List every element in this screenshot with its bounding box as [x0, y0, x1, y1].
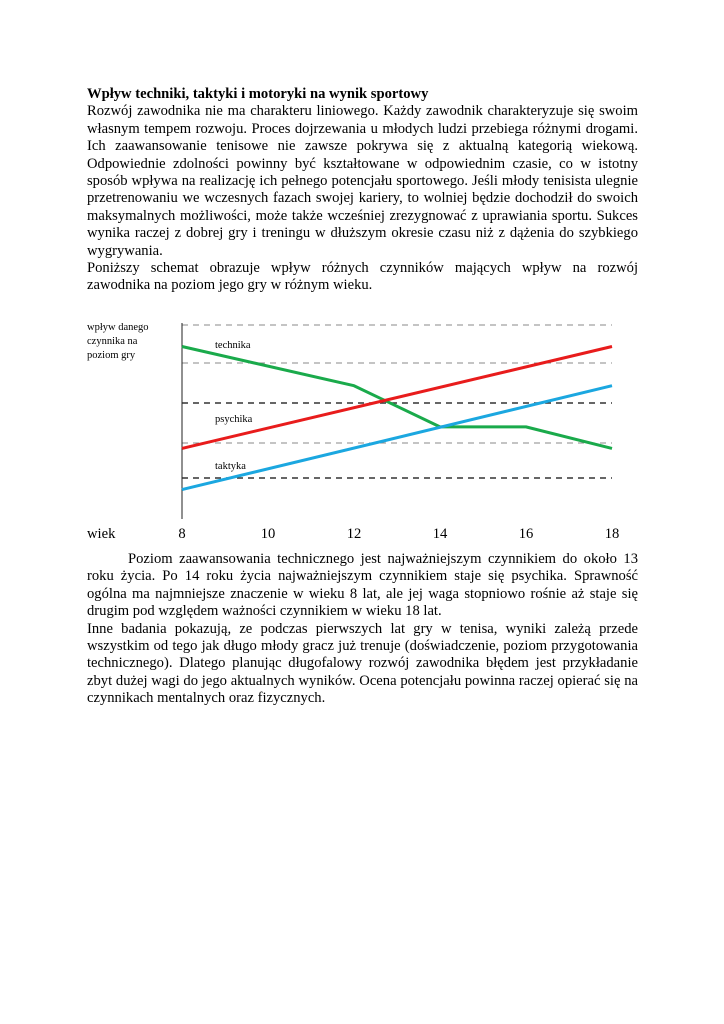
- diagram-intro-paragraph: Poniższy schemat obrazuje wpływ różnych czynników mających wpływ na rozwój zawodnika na poziom jego gry w różnym wieku.: [87, 260, 638, 294]
- y-axis-label: [87, 322, 149, 361]
- x-tick-label: 18: [604, 525, 620, 542]
- y-axis-label-line: poziom gry: [87, 349, 136, 361]
- document-page: [87, 86, 638, 708]
- intro-paragraph: Rozwój zawodnika nie ma charakteru liniowego. Każdy zawodnik charakteryzuje się swoim własnym tempem rozwoju. Proces dojrzewania u młodych ludzi przebiega różnymi drogami. Ich zaawansowanie tenisowe nie zawsze pokrywa się z aktualną kategorią wiekową. Odpowiednie zdolności powinny być kształtowane w odpowiednim czasie, co w istotny sposób wpływa na realizację ich pełnego potencjału sportowego. Jeśli młody tenisista ulegnie przetrenowaniu we wczesnych fazach swojej kariery, to wolniej będzie dochodził do swoich maksymalnych możliwości, może także wcześniej zrezygnować z uprawiania sportu. Sukces wynika raczej z dobrej gry i treningu w dłuższym okresie czasu niż z dążenia do szybkiego wygrywania.: [87, 103, 638, 259]
- series-label-psychika: psychika: [215, 413, 253, 425]
- x-tick-label: 14: [432, 525, 448, 542]
- series-label-taktyka: taktyka: [215, 460, 246, 472]
- x-axis-label: wiek: [87, 525, 116, 542]
- x-tick-label: 12: [346, 525, 362, 542]
- x-tick-label: 10: [260, 525, 276, 542]
- influence-chart: [87, 321, 638, 551]
- y-axis-label-line: czynnika na: [87, 335, 138, 347]
- page-title: Wpływ techniki, taktyki i motoryki na wynik sportowy: [87, 86, 429, 102]
- y-axis-label-line: wpływ danego: [87, 321, 149, 333]
- x-tick-label: 16: [518, 525, 534, 542]
- conclusion-paragraph: Poziom zaawansowania technicznego jest najważniejszym czynnikiem do około 13 roku życia. Po 14 roku życia najważniejszym czynnikiem staje się psychika. Sprawność ogólna ma najmniejsze znaczenie w wieku 8 lat, ale jej waga stopniowo rośnie aż staje się drugim pod względem ważności czynnikiem w wieku 18 lat.: [87, 550, 638, 620]
- research-paragraph: Inne badania pokazują, ze podczas pierwszych lat gry w tenisa, wyniki zależą przede wszystkim od tego jak długo młody gracz już trenuje (doświadczenie, poziom przygotowania technicznego). Dlatego planując długofalowy rozwój zawodnika błędem jest przykładanie zbyt dużej wagi do jego aktualnych wyników. Ocena potencjału powinna raczej opierać się na czynnikach mentalnych oraz fizycznych.: [87, 620, 638, 707]
- series-line-taktyka: [182, 386, 612, 490]
- x-axis: [87, 526, 619, 542]
- series-label-technika: technika: [215, 339, 251, 351]
- influence-chart-svg: [87, 321, 638, 551]
- x-tick-label: 8: [178, 525, 186, 542]
